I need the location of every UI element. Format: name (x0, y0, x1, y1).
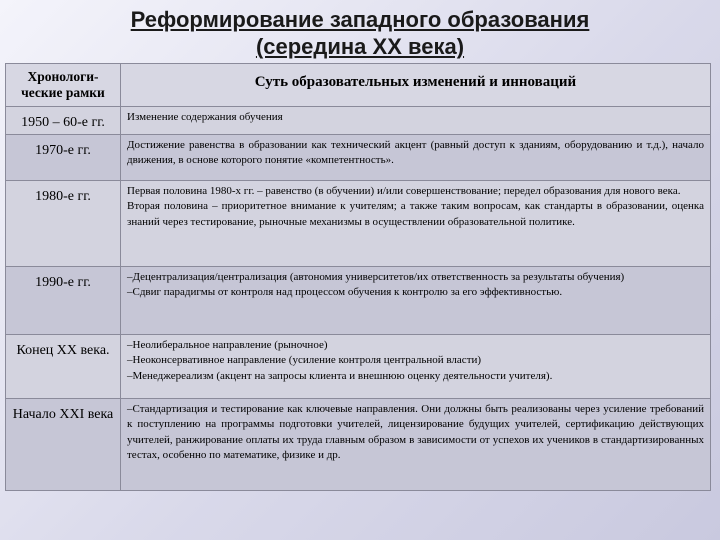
content-line: Вторая половина – приоритетное внимание к учителям; а также таким вопросам, как стандарты в образовании, оценка знаний через тестирование, рыночные механизмы в осуществлении образовательной политике. (127, 200, 704, 228)
header-chronology: Хронологи-ческие рамки (6, 64, 121, 107)
content-line: –Менеджереализм (акцент на запросы клиента и внешнюю оценку деятельности учителя). (127, 369, 553, 382)
slide-title-line-1: Реформирование западного образования (130, 7, 590, 32)
slide-title (0, 6, 720, 60)
table-row (6, 181, 711, 267)
content-cell (121, 335, 711, 399)
period-cell: 1980-е гг. (6, 181, 121, 267)
content-cell (121, 135, 711, 181)
content-line: –Неоконсервативное направление (усиление контроля центральной власти) (127, 354, 482, 367)
slide-title-line-2: (середина XX века) (255, 34, 465, 59)
content-cell (121, 107, 711, 135)
content-cell (121, 399, 711, 491)
content-line: Достижение равенства в образовании как технический акцент (равный доступ к зданиям, оборудованию и т.д.), начало движения, в основе которого понятие «компетентность». (127, 139, 704, 167)
period-cell: Конец XX века. (6, 335, 121, 399)
reform-table (5, 63, 711, 491)
table-row (6, 135, 711, 181)
table-header-row (6, 64, 711, 107)
content-line: –Неолиберальное направление (рыночное) (127, 339, 328, 351)
period-cell: Начало XXI века (6, 399, 121, 491)
table-row (6, 335, 711, 399)
content-cell (121, 181, 711, 267)
table-row (6, 107, 711, 135)
content-cell (121, 267, 711, 335)
content-line: Изменение содержания обучения (127, 111, 283, 123)
table-row (6, 399, 711, 491)
header-essence: Суть образовательных изменений и инноваций (121, 64, 711, 107)
table-row (6, 267, 711, 335)
content-line: –Сдвиг парадигмы от контроля над процессом обучения к контролю за его эффективностью. (127, 286, 563, 299)
content-line: Первая половина 1980-х гг. – равенство (в обучении) и/или совершенствование; передел образования для нового века. (127, 185, 681, 197)
period-cell: 1990-е гг. (6, 267, 121, 335)
period-cell: 1970-е гг. (6, 135, 121, 181)
content-line: –Стандартизация и тестирование как ключевые направления. Они должны быть реализованы через усиление требований к поступлению на программы подготовки учителей, лицензирование будущих учителей, сертификацию действующих учителей, ранжирование оплаты их труда главным образом в зависимости от успехов их учеников в стандартизированных тестах, особенно по математике, физике и др. (127, 403, 704, 462)
content-line: –Децентрализация/централизация (автономия университетов/их ответственность за результаты обучения) (127, 271, 625, 283)
period-cell: 1950 – 60-е гг. (6, 107, 121, 135)
